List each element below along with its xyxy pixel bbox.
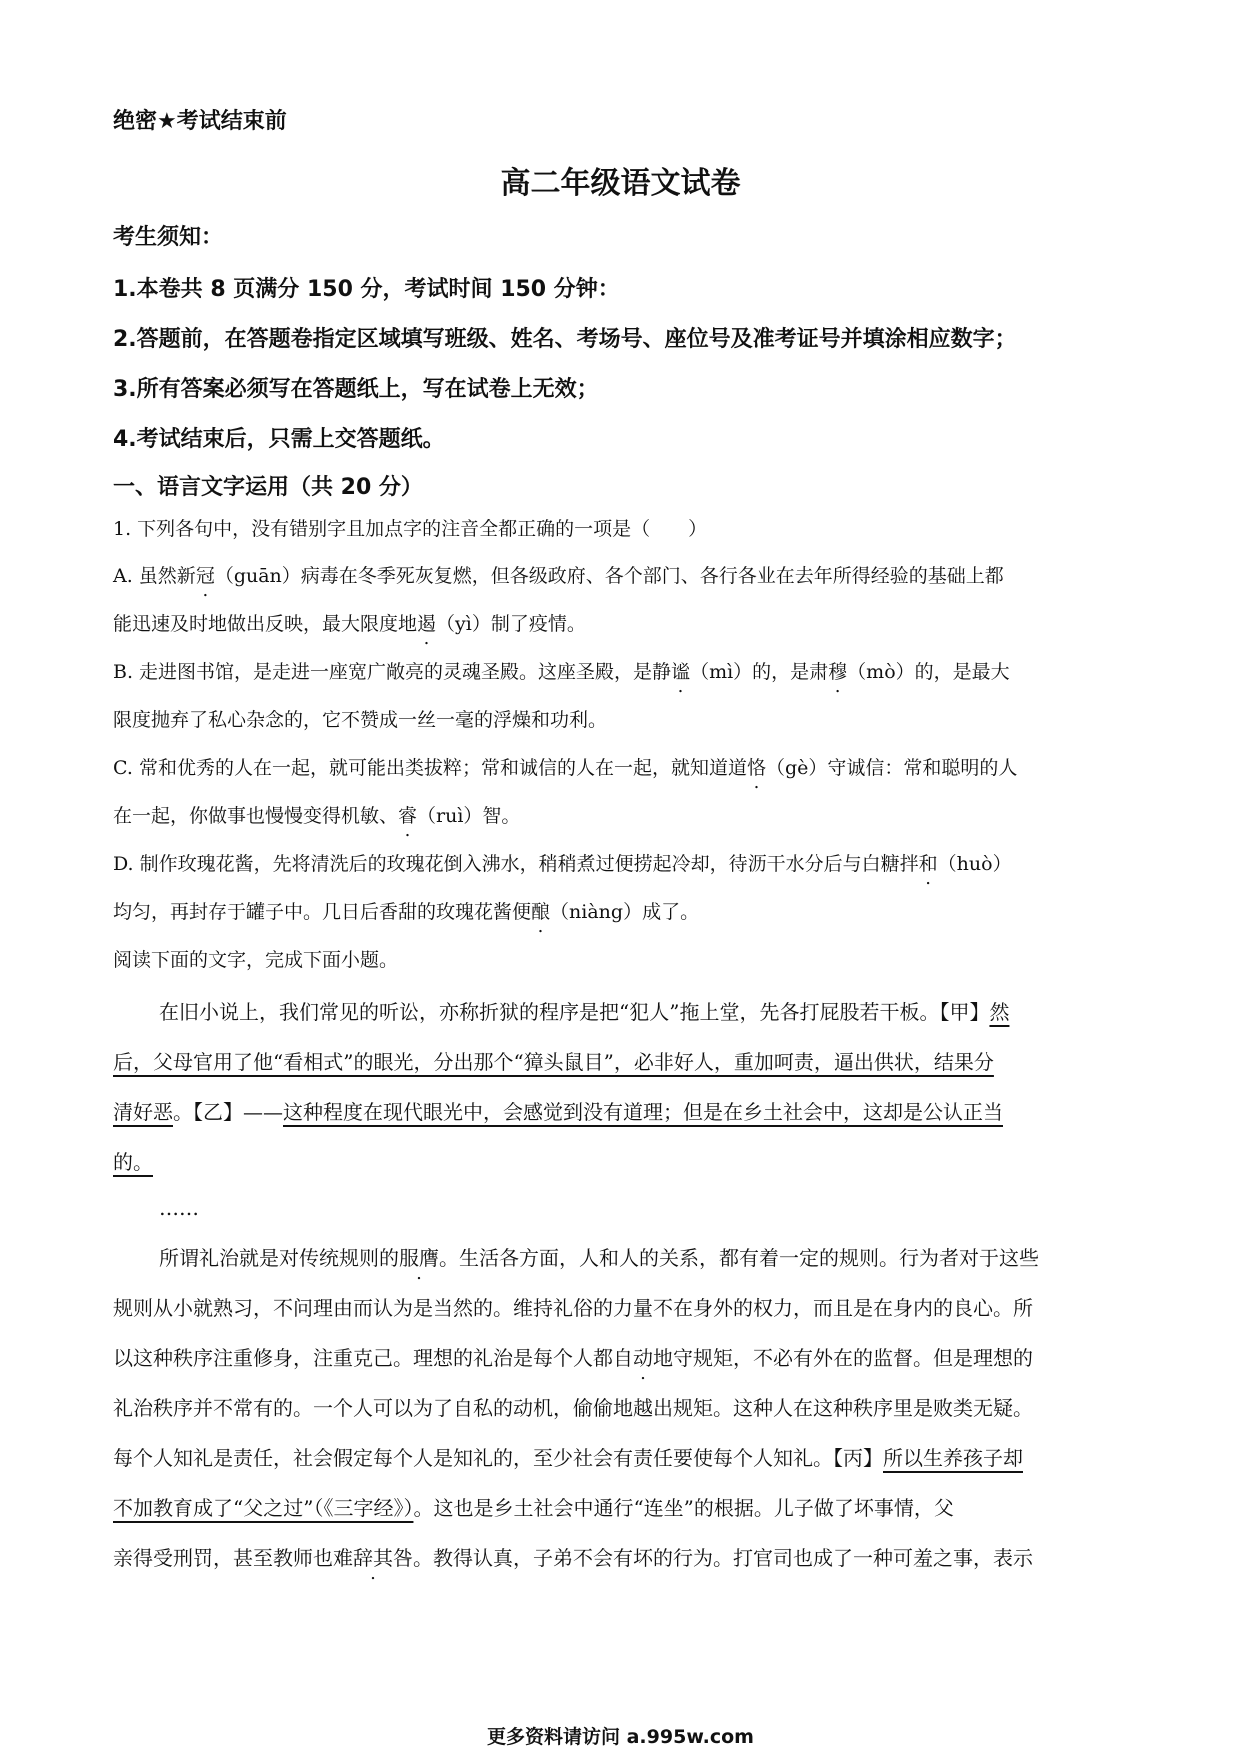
dotted-text: 难辞其咎 (333, 1546, 413, 1570)
notice-item-1: 1.本卷共 8 页满分 150 分，考试时间 150 分钟： (113, 277, 620, 302)
dotted-char: 冠 (195, 565, 215, 587)
text: 。教得认真，子弟不会有坏的行为。打官司也成了一种可羞之事，表示 (413, 1546, 1033, 1570)
underlined-text: 不加教育成了“父之过”（《三字经》） (113, 1496, 414, 1520)
text: 。这也是乡土社会中通行“连坐”的根据。儿子做了坏事情，父 (413, 1496, 954, 1520)
dotted-char: 酿 (531, 901, 551, 923)
text: A. 虽然新 (113, 565, 196, 587)
text: 守规矩，不必有外在的监督。但是理想的 (673, 1346, 1033, 1370)
confidential-label: 绝密★考试结束前 (113, 109, 287, 134)
question-stem: 1. 下列各句中，没有错别字且加点字的注音全都正确的一项是（ ） (113, 518, 708, 540)
passage-line (159, 1246, 1039, 1270)
dotted-char: 和 (918, 853, 938, 875)
dotted-text: 服膺 (399, 1246, 439, 1270)
underlined-text: 所以生养孩子却 (883, 1446, 1023, 1470)
passage-line: 规则从小就熟习，不问理由而认为是当然的。维持礼俗的力量不在身外的权力，而且是在身内的良心。所 (113, 1296, 1033, 1320)
text: 在一起，你做事也慢慢变得机敏、 (113, 805, 399, 827)
text: （ruì）智。 (417, 805, 521, 827)
text: 每个人知礼是责任，社会假定每个人是知礼的，至少社会有责任要使每个人知礼。【丙】 (113, 1446, 883, 1470)
text: （huò） (937, 853, 1012, 875)
notice-heading: 考生须知： (113, 225, 224, 250)
option-a-line-1 (113, 564, 1004, 588)
option-c-line-2 (113, 804, 520, 828)
text: （mò）的，是最大 (847, 661, 1010, 683)
option-d-line-1 (113, 852, 1012, 876)
notice-item-4: 4.考试结束后，只需上交答题纸。 (113, 427, 445, 452)
text: D. 制作玫瑰花酱，先将清洗后的玫瑰花倒入沸水，稍稍煮过便捞起冷却，待沥干水分后与白糖拌 (113, 853, 919, 875)
underlined-text: 然 (989, 1000, 1010, 1024)
page-title: 高二年级语文试卷 (500, 166, 741, 201)
passage-line (113, 1496, 954, 1520)
text: B. 走进图书馆，是走进一座宽广敞亮的灵魂圣殿。这座圣殿，是静 (113, 661, 672, 683)
text: C. 常和优秀的人在一起，就可能出类拔粹；常和诚信的人在一起，就知道道 (113, 757, 747, 779)
passage-line (113, 1100, 1003, 1124)
passage-line (159, 1000, 1009, 1024)
passage-line-underlined: 后，父母官用了他“看相式”的眼光，分出那个“獐头鼠目”，必非好人，重加呵责，逼出供状，结果分 (113, 1050, 994, 1074)
text: （gè）守诚信：常和聪明的人 (765, 757, 1018, 779)
text: 以这种秩序注重修身，注重克己。理想的礼治是每个人都 (113, 1346, 613, 1370)
option-b-line-1 (113, 660, 1010, 684)
section-heading: 一、语言文字运用（共 20 分） (113, 475, 423, 500)
dotted-text: 自动地 (613, 1346, 673, 1370)
notice-item-2: 2.答题前，在答题卷指定区域填写班级、姓名、考场号、座位号及准考证号并填涂相应数字； (113, 327, 1017, 352)
underlined-text: 这种程度在现代眼光中，会感觉到没有道理；但是在乡土社会中，这却是公认正当 (283, 1100, 1003, 1124)
text: 能迅速及时地做出反映，最大限度地 (113, 613, 418, 635)
text: 。【乙】—— (173, 1100, 283, 1124)
passage-line (113, 1346, 1033, 1370)
reading-instruction: 阅读下面的文字，完成下面小题。 (113, 949, 399, 971)
option-a-line-2 (113, 612, 586, 636)
text: 。生活各方面，人和人的关系，都有着一定的规则。行为者对于这些 (439, 1246, 1039, 1270)
text: （mì）的，是肃 (690, 661, 829, 683)
text: 在旧小说上，我们常见的听讼，亦称折狱的程序是把“犯人”拖上堂，先各打屁股若干板。【甲】 (159, 1000, 990, 1024)
dotted-char: 穆 (828, 661, 848, 683)
ellipsis: …… (159, 1196, 199, 1220)
passage-line-underlined: 的。 (113, 1150, 153, 1174)
passage-line: 礼治秩序并不常有的。一个人可以为了自私的动机，偷偷地越出规矩。这种人在这种秩序里是败类无疑。 (113, 1396, 1033, 1420)
dotted-char: 睿 (398, 805, 418, 827)
text: 均匀，再封存于罐子中。几日后香甜的玫瑰花酱便 (113, 901, 532, 923)
text: 所谓礼治就是对传统规则的 (159, 1246, 399, 1270)
text: （guān）病毒在冬季死灰复燃，但各级政府、各个部门、各行各业在去年所得经验的基础上都 (214, 565, 1004, 587)
dotted-char: 遏 (417, 613, 437, 635)
text: （yì）制了疫情。 (436, 613, 586, 635)
passage-line (113, 1546, 1033, 1570)
text: 亲得受刑罚，甚至教师也 (113, 1546, 333, 1570)
passage-line (113, 1446, 1023, 1470)
option-c-line-1 (113, 756, 1017, 780)
dotted-char: 恪 (746, 757, 766, 779)
footer-link-text[interactable]: 更多资料请访问 a.995w.com (487, 1726, 754, 1748)
text: （niàng）成了。 (550, 901, 700, 923)
dotted-char: 谧 (671, 661, 691, 683)
notice-item-3: 3.所有答案必须写在答题纸上，写在试卷上无效； (113, 377, 599, 402)
underlined-text: 清好恶 (113, 1100, 173, 1124)
option-b-line-2: 限度抛弃了私心杂念的，它不赞成一丝一毫的浮燥和功利。 (113, 709, 608, 731)
option-d-line-2 (113, 900, 699, 924)
